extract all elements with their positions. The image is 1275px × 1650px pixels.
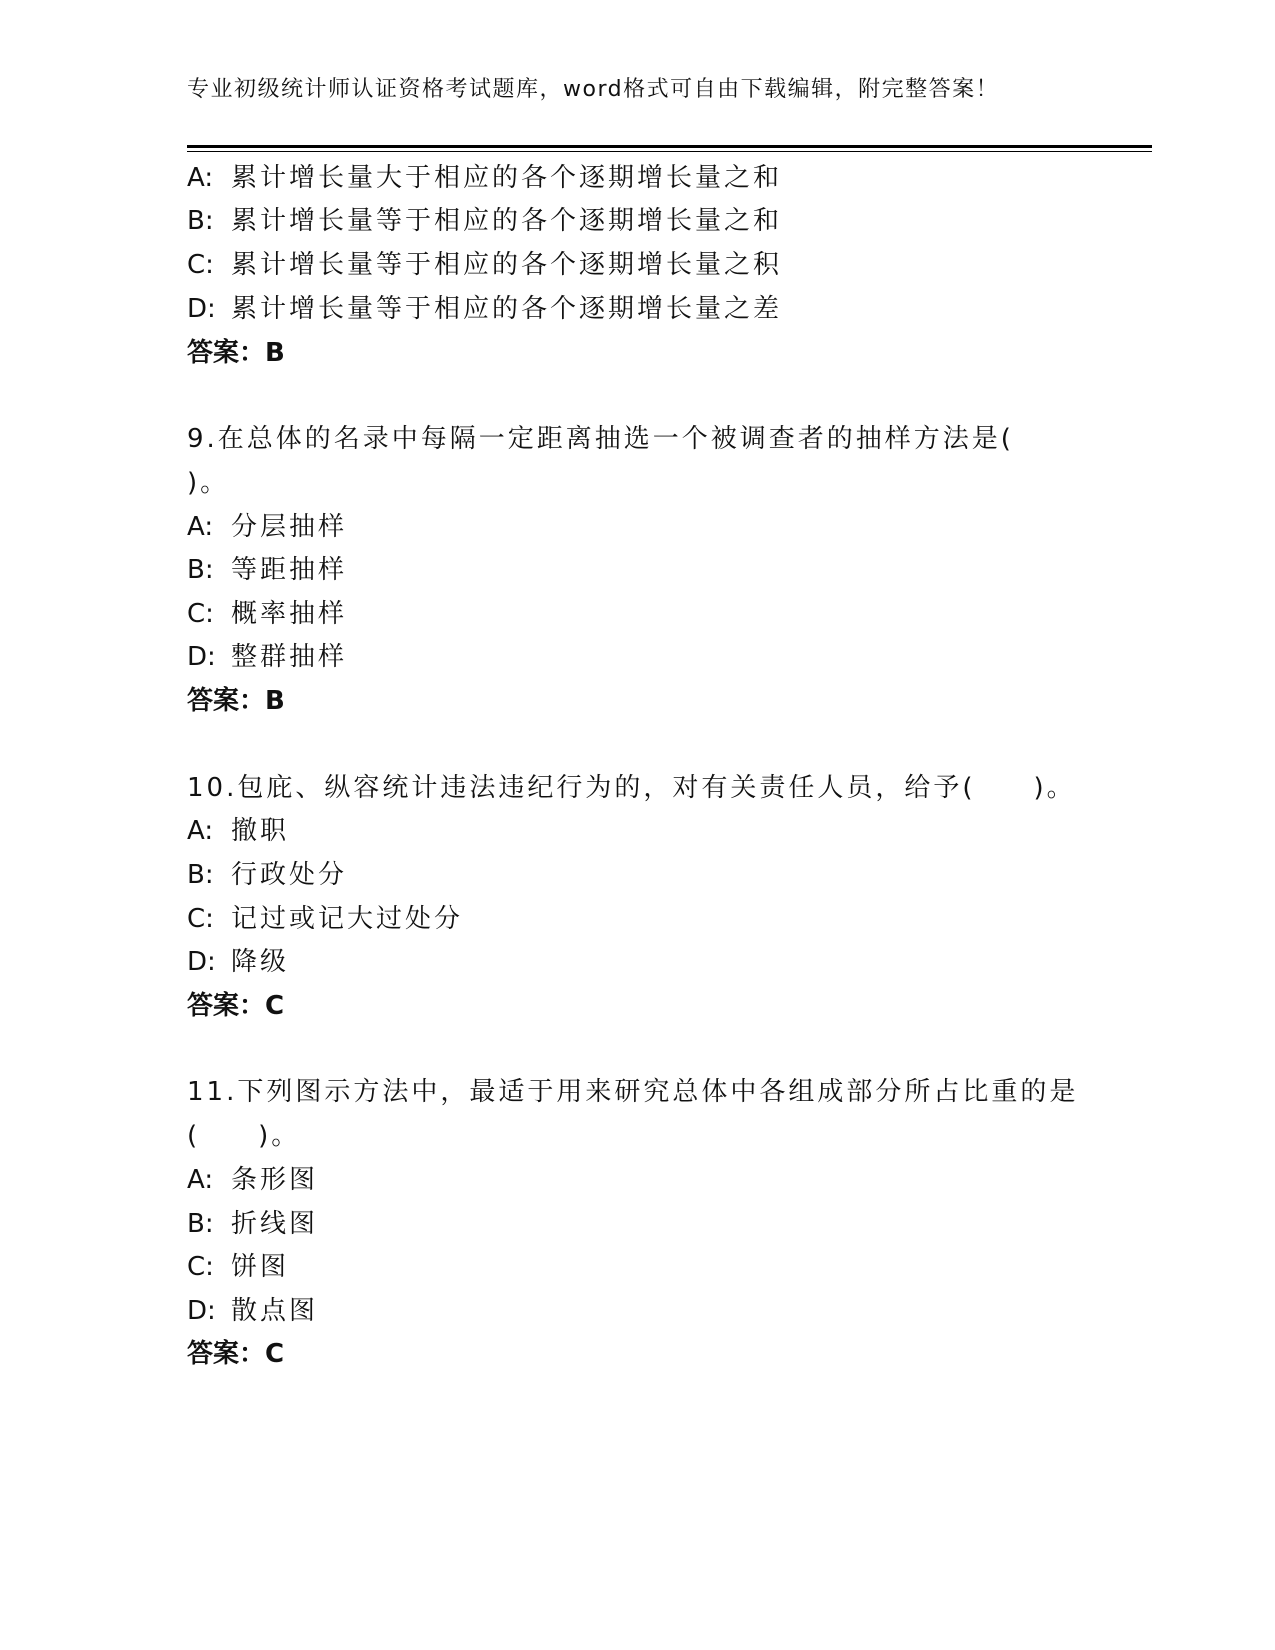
option-text: 累计增长量大于相应的各个逐期增长量之和 bbox=[231, 163, 783, 193]
option-a bbox=[187, 506, 347, 543]
option-letter: A: bbox=[187, 512, 214, 542]
option-d bbox=[187, 1290, 318, 1327]
option-b bbox=[187, 854, 347, 891]
answer: 答案：B bbox=[187, 686, 285, 716]
option-d bbox=[187, 288, 782, 325]
option-letter: B: bbox=[187, 860, 214, 890]
option-b bbox=[187, 200, 782, 237]
option-letter: A: bbox=[187, 163, 214, 193]
option-text: 记过或记大过处分 bbox=[231, 904, 464, 934]
option-letter: D: bbox=[187, 947, 216, 977]
option-text: 累计增长量等于相应的各个逐期增长量之差 bbox=[231, 294, 783, 324]
option-letter: D: bbox=[187, 1296, 216, 1326]
option-d bbox=[187, 636, 347, 673]
option-text: 等距抽样 bbox=[231, 555, 348, 585]
option-text: 整群抽样 bbox=[231, 642, 348, 672]
option-b bbox=[187, 1203, 318, 1240]
option-text: 降级 bbox=[231, 947, 290, 977]
option-b bbox=[187, 549, 347, 586]
option-a bbox=[187, 1159, 318, 1196]
option-text: 累计增长量等于相应的各个逐期增长量之积 bbox=[231, 250, 783, 280]
option-text: 条形图 bbox=[231, 1165, 319, 1195]
option-c bbox=[187, 244, 782, 281]
question-stem: 10.包庇、纵容统计违法违纪行为的，对有关责任人员，给予( )。 bbox=[187, 773, 1076, 803]
question-stem-continued: ( )。 bbox=[187, 1121, 301, 1151]
answer: 答案：C bbox=[187, 1339, 285, 1369]
option-letter: B: bbox=[187, 1209, 214, 1239]
option-text: 折线图 bbox=[231, 1209, 319, 1239]
option-text: 撤职 bbox=[231, 816, 290, 846]
header-rule-thick bbox=[187, 145, 1152, 148]
option-letter: A: bbox=[187, 816, 214, 846]
option-text: 饼图 bbox=[231, 1252, 290, 1282]
question-stem: 11.下列图示方法中，最适于用来研究总体中各组成部分所占比重的是 bbox=[187, 1077, 1079, 1107]
option-text: 分层抽样 bbox=[231, 512, 348, 542]
question-stem: 9.在总体的名录中每隔一定距离抽选一个被调查者的抽样方法是( bbox=[187, 424, 1014, 454]
option-letter: D: bbox=[187, 294, 216, 324]
option-letter: C: bbox=[187, 1252, 214, 1282]
option-text: 行政处分 bbox=[231, 860, 348, 890]
option-letter: B: bbox=[187, 206, 214, 236]
option-letter: D: bbox=[187, 642, 216, 672]
option-letter: C: bbox=[187, 250, 214, 280]
question-stem-continued: )。 bbox=[187, 468, 230, 498]
answer: 答案：C bbox=[187, 991, 285, 1021]
page-header: 专业初级统计师认证资格考试题库，word格式可自由下载编辑，附完整答案！ bbox=[187, 77, 1000, 102]
option-c bbox=[187, 1246, 289, 1283]
option-a bbox=[187, 157, 782, 194]
option-a bbox=[187, 810, 289, 847]
header-rule-thin bbox=[187, 151, 1152, 152]
option-letter: C: bbox=[187, 599, 214, 629]
answer: 答案：B bbox=[187, 338, 285, 368]
option-text: 概率抽样 bbox=[231, 599, 348, 629]
option-letter: A: bbox=[187, 1165, 214, 1195]
option-letter: B: bbox=[187, 555, 214, 585]
option-letter: C: bbox=[187, 904, 214, 934]
option-c bbox=[187, 898, 463, 935]
option-text: 累计增长量等于相应的各个逐期增长量之和 bbox=[231, 206, 783, 236]
option-d bbox=[187, 941, 289, 978]
option-c bbox=[187, 593, 347, 630]
option-text: 散点图 bbox=[231, 1296, 319, 1326]
